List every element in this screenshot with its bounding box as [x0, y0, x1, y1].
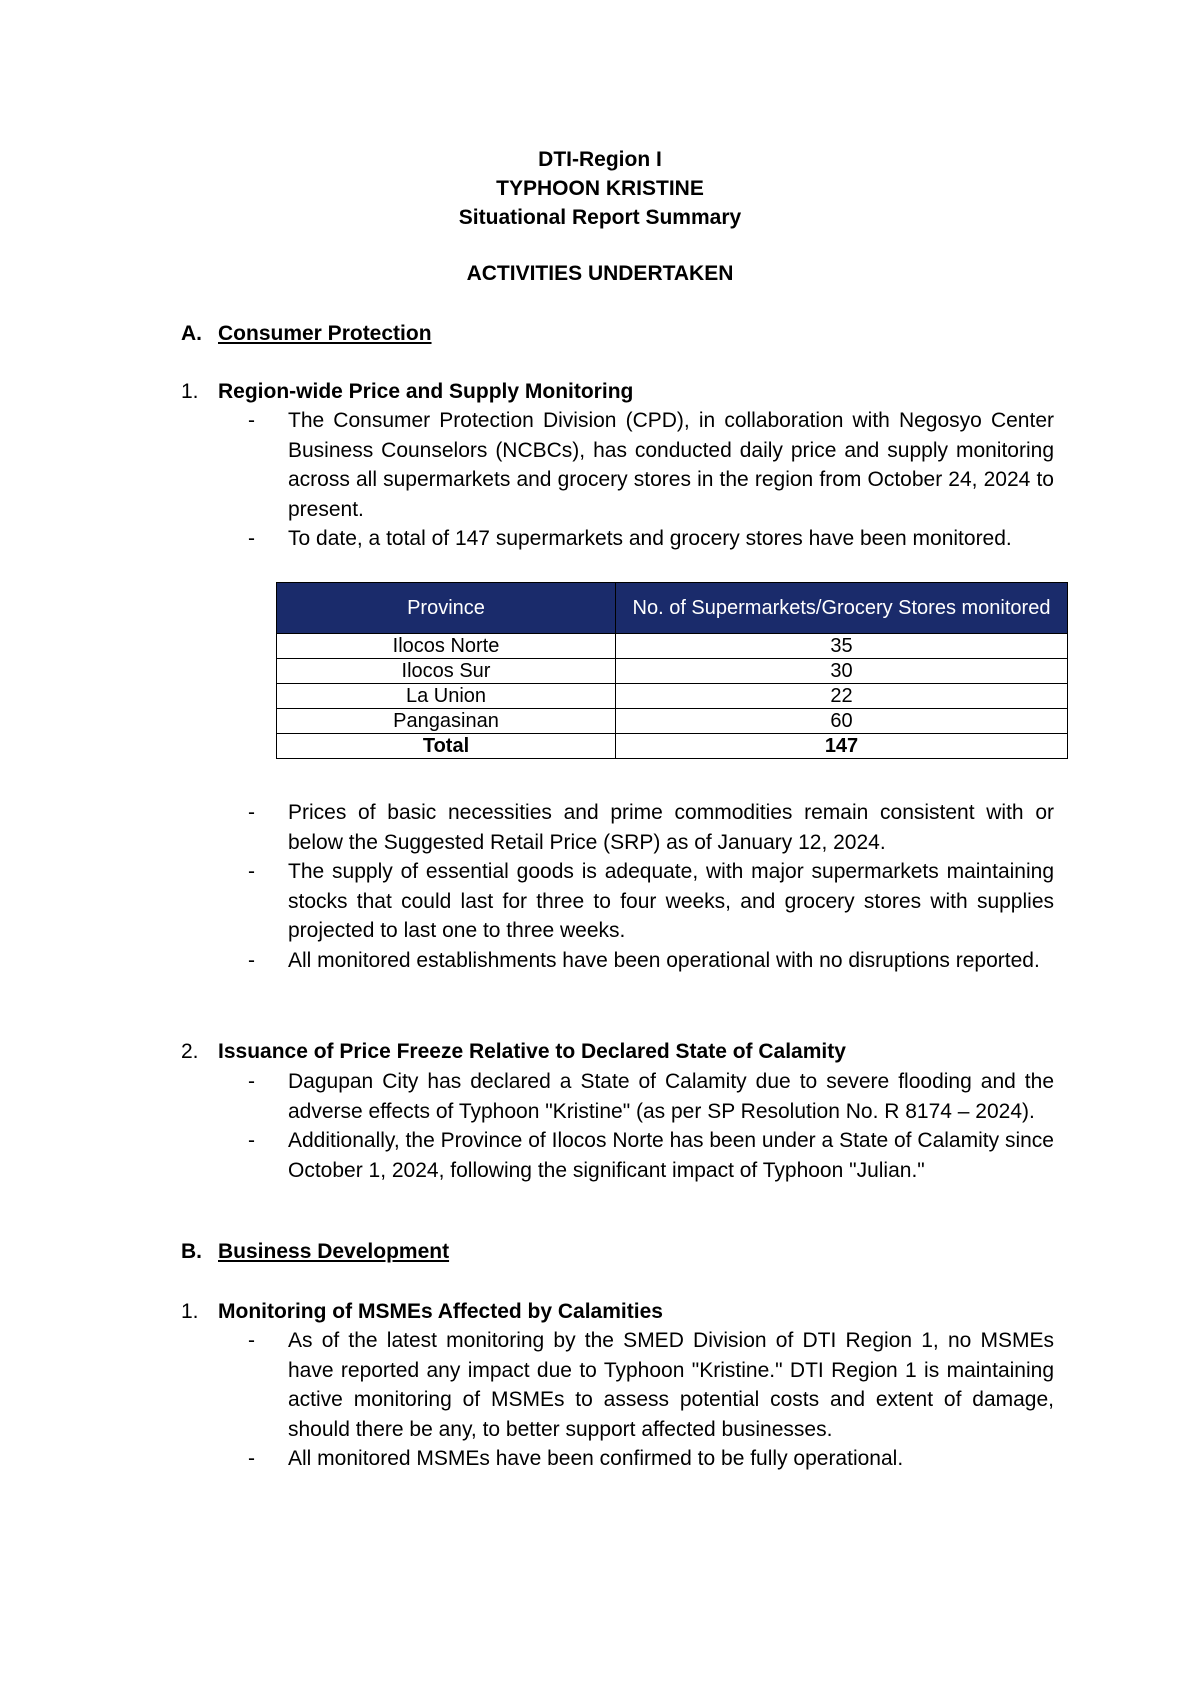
- column-header-province: Province: [277, 583, 616, 634]
- total-label-cell: Total: [277, 734, 616, 759]
- table-total-row: [277, 734, 1068, 759]
- header-region: DTI-Region I: [538, 148, 662, 171]
- section-a-letter: A.: [181, 322, 202, 345]
- item-a2-title: Issuance of Price Freeze Relative to Declared State of Calamity: [218, 1040, 846, 1063]
- list-item: - To date, a total of 147 supermarkets and grocery stores have been monitored.: [248, 527, 1012, 550]
- list-item: - The Consumer Protection Division (CPD), in collaboration with Negosyo Center Business Counselors (NCBCs), has conducted daily price and supply monitoring across all supermarkets and grocery stores in the region from October 24, 2024 to present.: [248, 409, 1054, 521]
- table-row: [277, 659, 1068, 684]
- item-b1-bullets: [248, 1326, 1054, 1474]
- province-cell: La Union: [277, 684, 616, 709]
- report-header: [0, 145, 1200, 232]
- section-b-letter: B.: [181, 1240, 202, 1263]
- province-cell: Ilocos Sur: [277, 659, 616, 684]
- item-a2-bullets: [248, 1067, 1054, 1185]
- list-item: - Additionally, the Province of Ilocos Norte has been under a State of Calamity since October 1, 2024, following the significant impact of Typhoon "Julian.": [248, 1129, 1054, 1182]
- activities-title: ACTIVITIES UNDERTAKEN: [466, 262, 734, 285]
- item-a1-number: 1.: [181, 380, 199, 403]
- section-b-title: Business Development: [218, 1240, 450, 1263]
- item-a1-bullets-after: [248, 798, 1054, 975]
- section-a-heading: [181, 322, 432, 346]
- table-row: [277, 709, 1068, 734]
- list-item: - The supply of essential goods is adequate, with major supermarkets maintaining stocks that could last for three to four weeks, and grocery stores with supplies projected to last one to three weeks.: [248, 860, 1054, 942]
- header-report-title: Situational Report Summary: [458, 206, 742, 229]
- header-typhoon: TYPHOON KRISTINE: [496, 177, 704, 200]
- item-a1-heading: [181, 380, 633, 404]
- list-item: - All monitored MSMEs have been confirmed to be fully operational.: [248, 1447, 904, 1470]
- item-b1-title: Monitoring of MSMEs Affected by Calamities: [218, 1300, 663, 1323]
- item-a2-number: 2.: [181, 1040, 199, 1063]
- list-item: - As of the latest monitoring by the SMED Division of DTI Region 1, no MSMEs have reported any impact due to Typhoon "Kristine." DTI Region 1 is maintaining active monitoring of MSMEs to assess potential costs and extent of damage, should there be any, to better support affected businesses.: [248, 1329, 1054, 1441]
- item-a1-bullets-before: [248, 406, 1054, 554]
- item-a2-heading: [181, 1040, 846, 1064]
- table-header-row: [277, 583, 1068, 634]
- count-cell: 60: [616, 709, 1068, 734]
- count-cell: 35: [616, 634, 1068, 659]
- stores-monitored-table: [276, 582, 1068, 759]
- list-item: - Dagupan City has declared a State of Calamity due to severe flooding and the adverse effects of Typhoon "Kristine" (as per SP Resolution No. R 8174 – 2024).: [248, 1070, 1054, 1123]
- province-cell: Ilocos Norte: [277, 634, 616, 659]
- table-row: [277, 684, 1068, 709]
- count-cell: 22: [616, 684, 1068, 709]
- list-item: - All monitored establishments have been operational with no disruptions reported.: [248, 948, 1040, 972]
- column-header-stores: No. of Supermarkets/Grocery Stores monitored: [616, 583, 1068, 634]
- count-cell: 30: [616, 659, 1068, 684]
- table-row: [277, 634, 1068, 659]
- total-value-cell: 147: [616, 734, 1068, 759]
- section-b-heading: [181, 1240, 449, 1264]
- item-b1-heading: [181, 1300, 663, 1324]
- item-b1-number: 1.: [181, 1300, 199, 1323]
- province-cell: Pangasinan: [277, 709, 616, 734]
- item-a1-title: Region-wide Price and Supply Monitoring: [218, 380, 634, 403]
- section-a-title: Consumer Protection: [218, 322, 432, 345]
- list-item: - Prices of basic necessities and prime commodities remain consistent with or below the Suggested Retail Price (SRP) as of January 12, 2024.: [248, 801, 1054, 854]
